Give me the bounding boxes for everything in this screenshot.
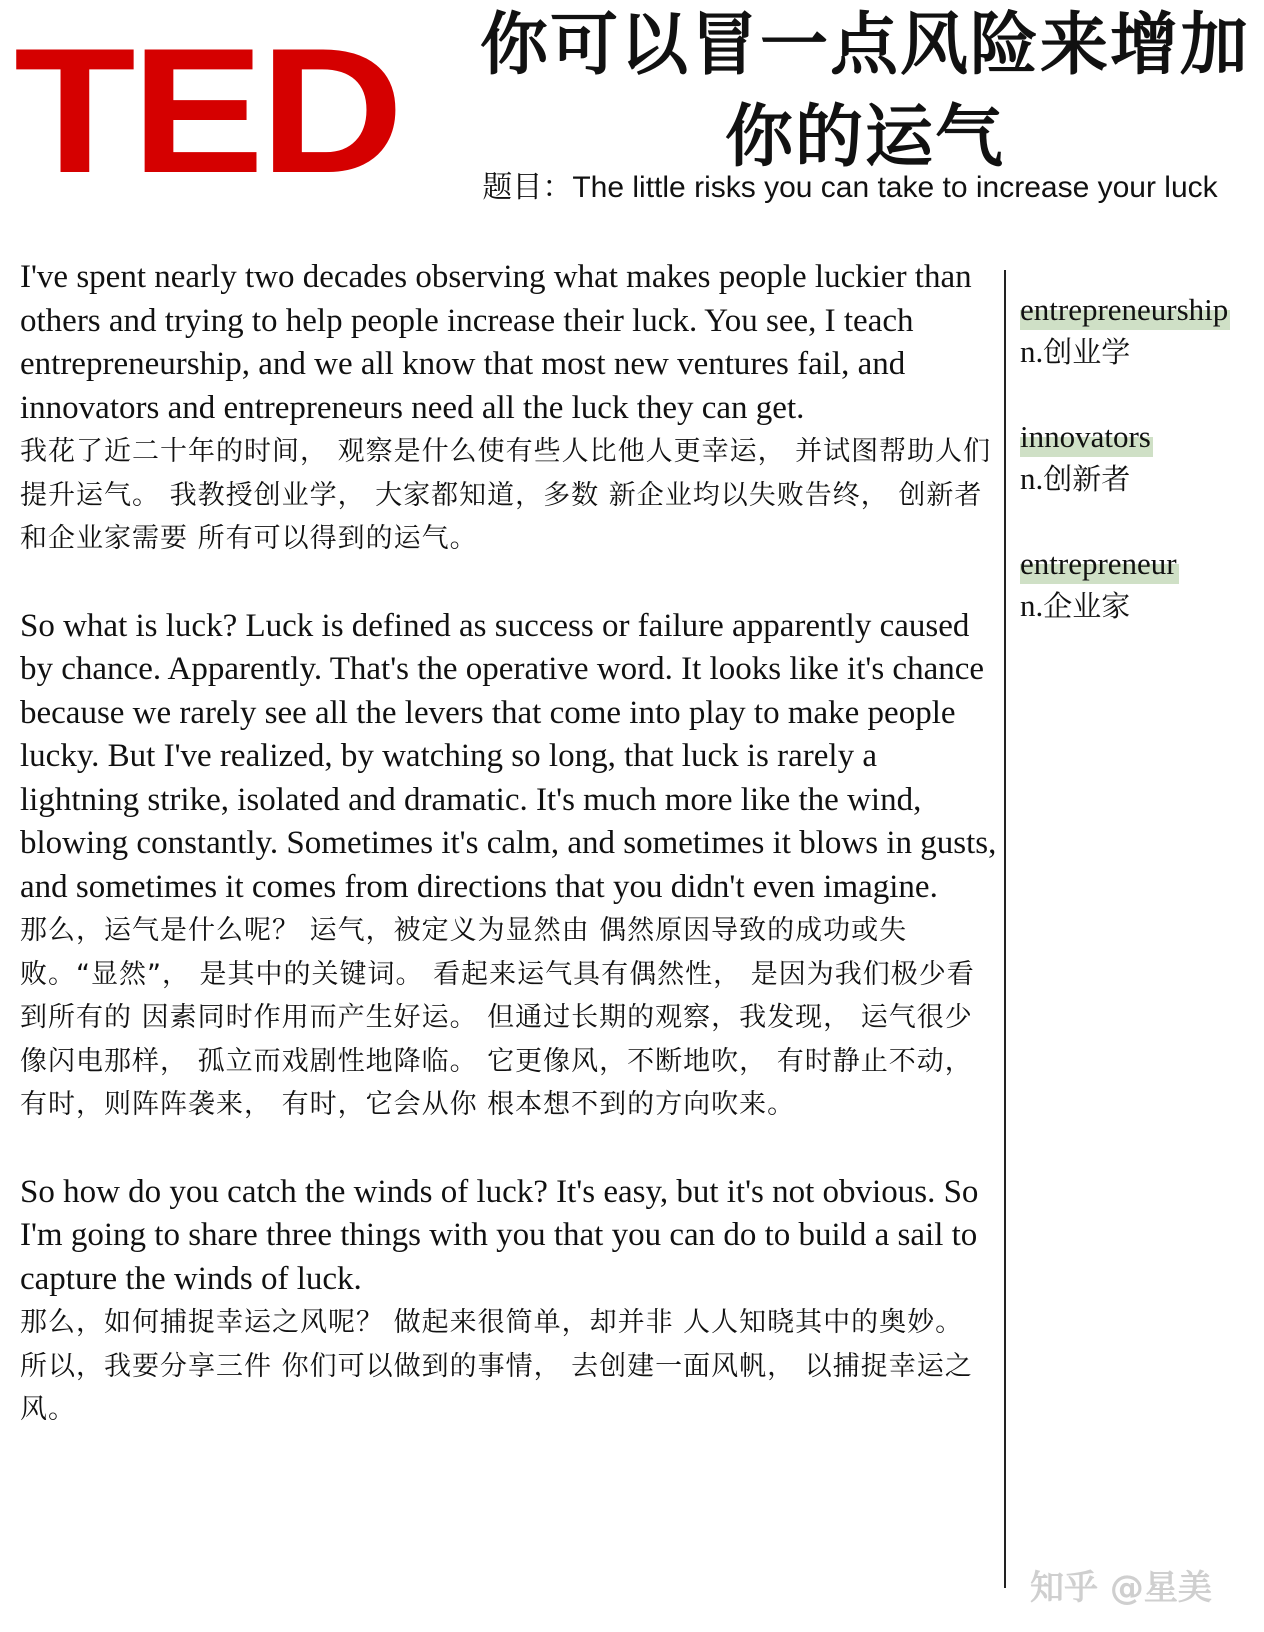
chinese-paragraph: 我花了近二十年的时间， 观察是什么使有些人比他人更幸运， 并试图帮助人们提升运气。 我教授创业学， 大家都知道，多数 新企业均以失败告终， 创新者和企业家需要 所有可以得到的运气。	[20, 436, 992, 554]
part-of-speech: n.	[1020, 334, 1044, 369]
glossary-word: innovators	[1020, 417, 1153, 457]
glossary-word: entrepreneur	[1020, 544, 1179, 584]
glossary-definition	[1020, 584, 1264, 628]
watermark: 知乎 @星美	[1030, 1568, 1212, 1608]
transcript-section	[20, 605, 1000, 1127]
page-title: 你可以冒一点风险来增加你的运气	[479, 6, 1250, 177]
column-divider	[1004, 270, 1006, 1588]
transcript	[20, 256, 1000, 1432]
subtitle-label: 题目：	[482, 171, 573, 204]
ted-logo: TED	[14, 11, 400, 210]
transcript-section	[20, 1171, 1000, 1432]
vocabulary-glossary	[1020, 290, 1264, 671]
english-paragraph: So what is luck? Luck is defined as success or failure apparently caused by chance. Apparently. That's the operative word. It looks like it's chance because we rarely see all the levers that come into play to make people lucky. But I've realized, by watching so long, that luck is rarely a lightning strike, isolated and dramatic. It's much more like the wind, blowing constantly. Sometimes it's calm, and sometimes it blows in gusts, and sometimes it comes from directions that you didn't even imagine.	[20, 607, 997, 905]
part-of-speech: n.	[1020, 588, 1044, 623]
subtitle	[455, 166, 1245, 210]
english-paragraph: I've spent nearly two decades observing what makes people luckier than others and trying to help people increase their luck. You see, I teach entrepreneurship, and we all know that most new ventures fail, and innovators and entrepreneurs need all the luck they can get.	[20, 259, 972, 426]
meaning: 创业学	[1043, 335, 1131, 369]
meaning: 创新者	[1043, 462, 1131, 496]
part-of-speech: n.	[1020, 461, 1044, 496]
glossary-item	[1020, 544, 1264, 628]
glossary-definition	[1020, 457, 1264, 501]
chinese-paragraph: 那么，运气是什么呢？ 运气，被定义为显然由 偶然原因导致的成功或失败。“显然”， 是其中的关键词。 看起来运气具有偶然性， 是因为我们极少看到所有的 因素同时作用而产生好运。 但通过长期的观察，我发现， 运气很少像闪电那样， 孤立而戏剧性地降临。 它更像风，不断地吹， 有时静止不动， 有时，则阵阵袭来， 有时，它会从你 根本想不到的方向吹来。	[20, 915, 975, 1120]
chinese-paragraph: 那么，如何捕捉幸运之风呢？ 做起来很简单，却并非 人人知晓其中的奥妙。 所以，我要分享三件 你们可以做到的事情， 去创建一面风帆， 以捕捉幸运之风。	[20, 1307, 973, 1425]
english-paragraph: So how do you catch the winds of luck? It's easy, but it's not obvious. So I'm going to share three things with you that you can do to build a sail to capture the winds of luck.	[20, 1173, 979, 1297]
transcript-section	[20, 256, 1000, 561]
glossary-definition	[1020, 330, 1264, 374]
glossary-item	[1020, 417, 1264, 501]
glossary-word: entrepreneurship	[1020, 290, 1230, 330]
meaning: 企业家	[1043, 589, 1131, 623]
subtitle-text: The little risks you can take to increase your luck	[572, 171, 1218, 204]
glossary-item	[1020, 290, 1264, 374]
